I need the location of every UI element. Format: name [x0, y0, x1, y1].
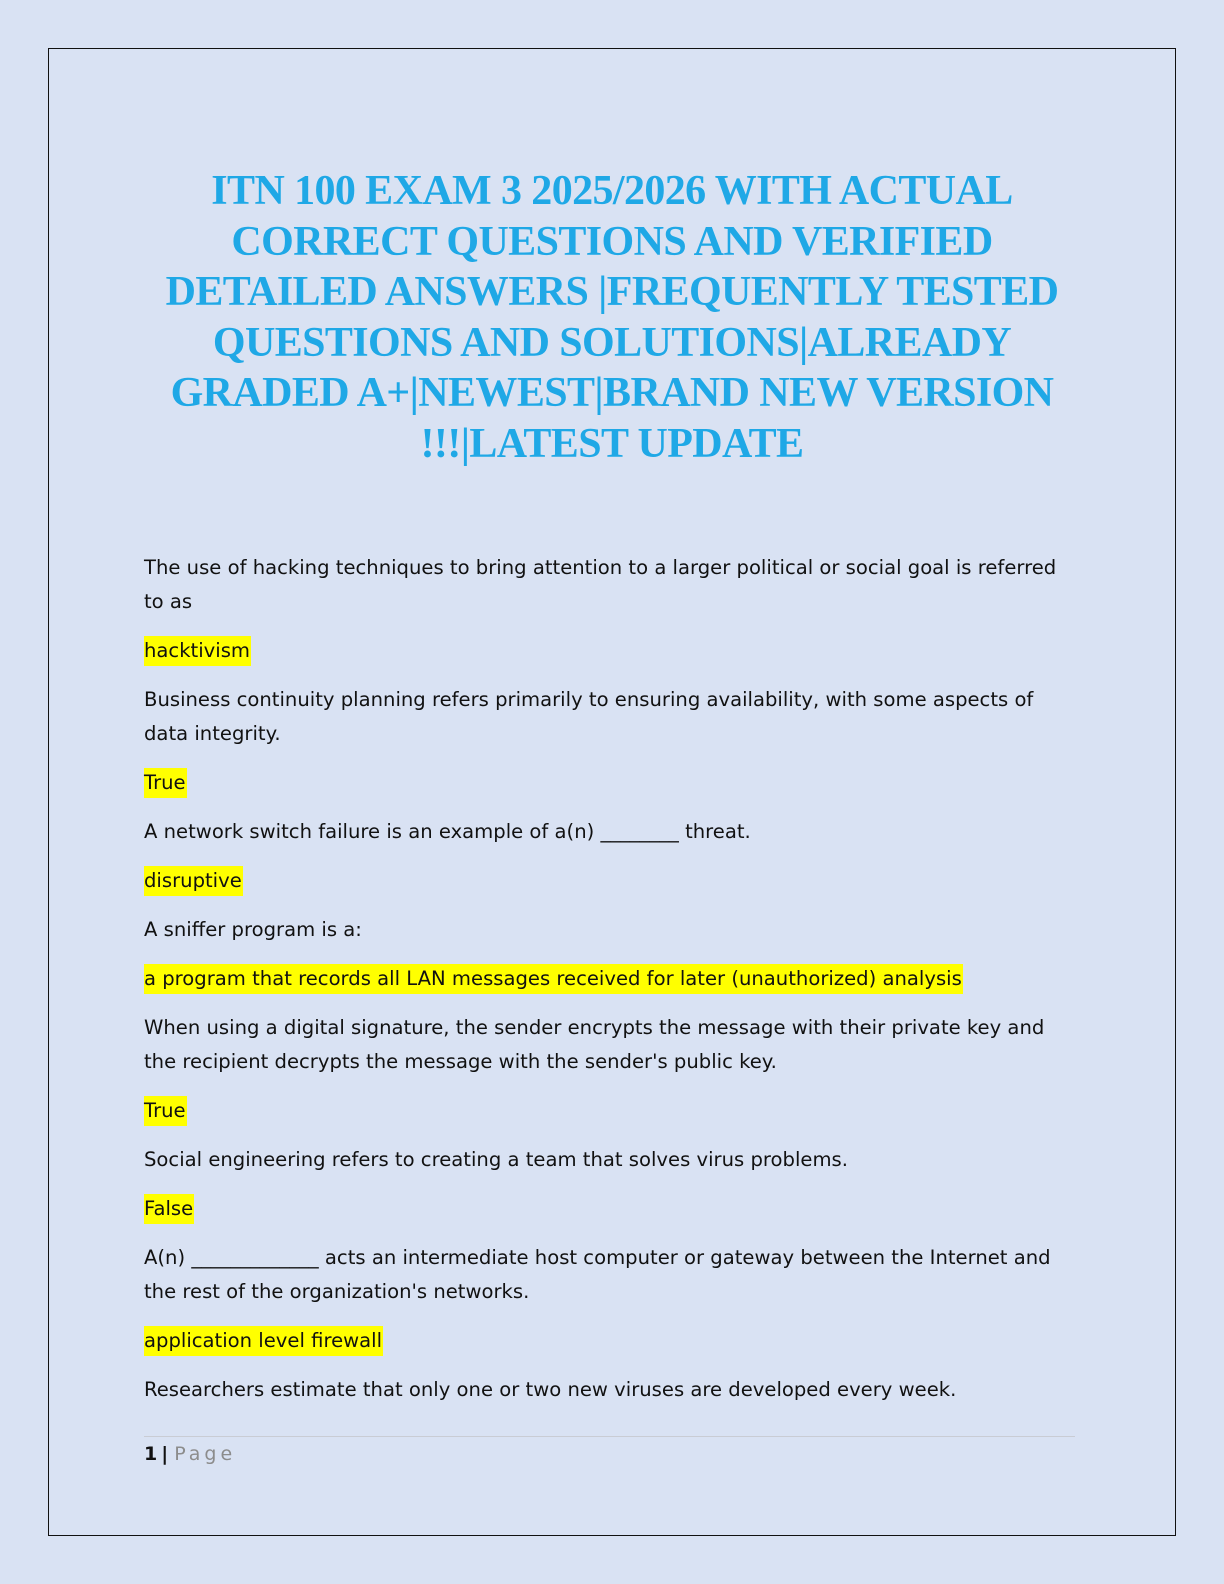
page-number: 1 — [144, 1443, 158, 1465]
answer-text — [144, 766, 1079, 800]
question-text: The use of hacking techniques to bring attention to a larger political or social goal is referred to as — [144, 556, 1057, 613]
title-line: CORRECT QUESTIONS AND VERIFIED — [231, 218, 993, 265]
question-text: A sniffer program is a: — [144, 918, 362, 941]
footer-divider — [144, 1436, 1075, 1437]
answer-highlight: hacktivism — [144, 636, 251, 666]
title-line: DETAILED ANSWERS |FREQUENTLY TESTED — [165, 269, 1059, 315]
answer-highlight: True — [144, 1096, 187, 1126]
qa-item — [144, 683, 1079, 800]
question-text: Business continuity planning refers primarily to ensuring availability, with some aspects of data integrity. — [144, 688, 1034, 745]
answer-highlight: False — [144, 1194, 194, 1224]
answer-text — [144, 1324, 1079, 1358]
page-footer — [144, 1440, 236, 1468]
footer-separator: | — [161, 1443, 169, 1465]
title-line: GRADED A+|NEWEST|BRAND NEW VERSION — [170, 370, 1054, 416]
qa-item — [144, 913, 1079, 996]
answer-text — [144, 864, 1079, 898]
answer-highlight: True — [144, 768, 187, 798]
qa-item — [144, 1011, 1079, 1128]
document-title — [120, 166, 1104, 469]
question-text: When using a digital signature, the sender encrypts the message with their private key and the recipient decrypts the message with the sender's public key. — [144, 1016, 1045, 1073]
title-line: ITN 100 EXAM 3 2025/2026 WITH ACTUAL — [211, 168, 1013, 214]
qa-item — [144, 815, 1079, 898]
answer-highlight: application level firewall — [144, 1326, 383, 1356]
question-text: Social engineering refers to creating a team that solves virus problems. — [144, 1148, 848, 1171]
qa-list — [144, 551, 1079, 1422]
question-text: A(n) _____________ acts an intermediate host computer or gateway between the Internet and the rest of the organization's networks. — [144, 1246, 1051, 1303]
answer-text — [144, 634, 1079, 668]
page-label: Page — [174, 1443, 237, 1465]
question-text: A network switch failure is an example of a(n) ________ threat. — [144, 820, 751, 843]
question-text: Researchers estimate that only one or two new viruses are developed every week. — [144, 1378, 957, 1401]
qa-item — [144, 551, 1079, 668]
qa-item — [144, 1373, 1079, 1407]
qa-item — [144, 1241, 1079, 1358]
answer-highlight: disruptive — [144, 866, 243, 896]
qa-item — [144, 1143, 1079, 1226]
answer-text — [144, 962, 1079, 996]
answer-text — [144, 1094, 1079, 1128]
title-line: !!!|LATEST UPDATE — [420, 420, 804, 467]
answer-highlight: a program that records all LAN messages received for later (unauthorized) analysis — [144, 964, 963, 994]
answer-text — [144, 1192, 1079, 1226]
title-line: QUESTIONS AND SOLUTIONS|ALREADY — [212, 319, 1012, 366]
